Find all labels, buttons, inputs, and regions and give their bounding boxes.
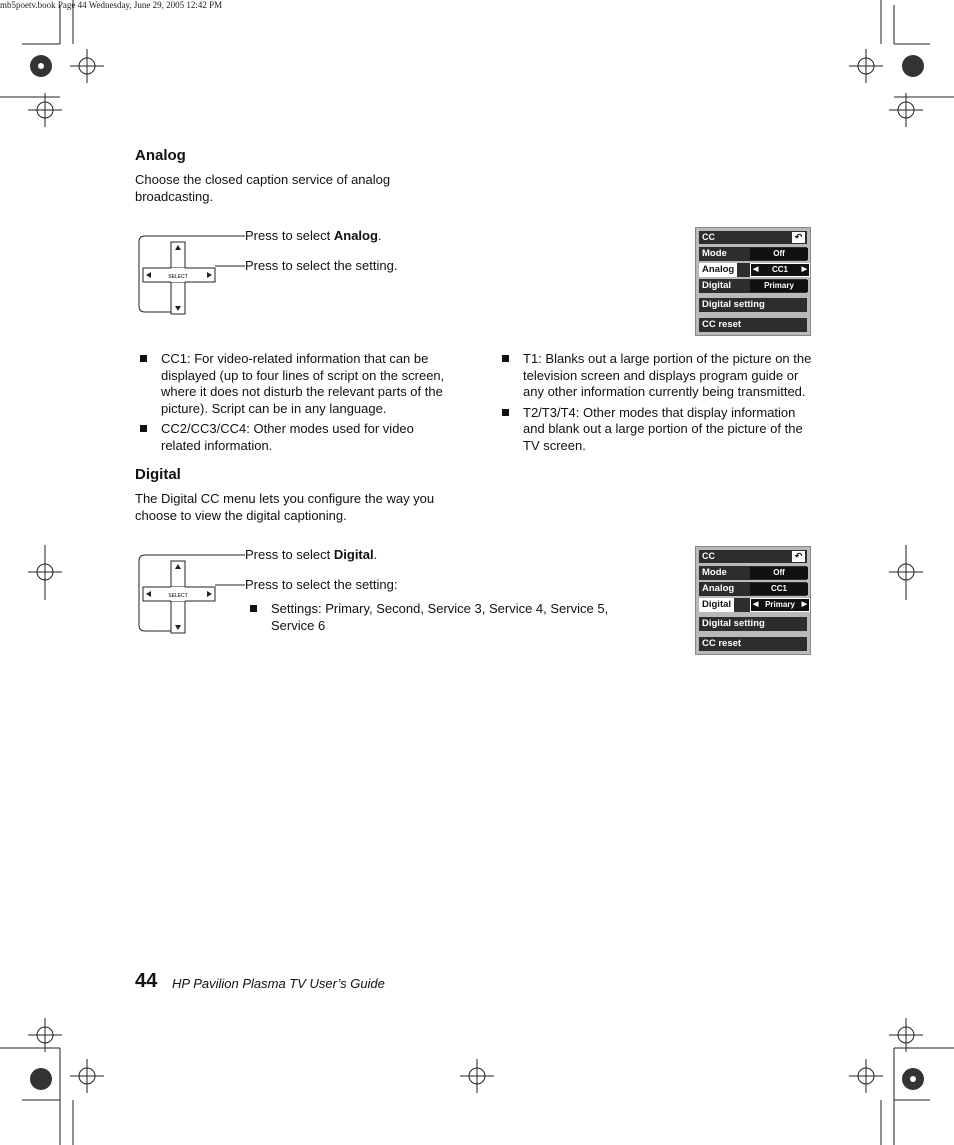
- list-item: Settings: Primary, Second, Service 3, Service 4, Service 5, Service 6: [245, 601, 615, 634]
- return-arrow-icon[interactable]: ↶: [792, 232, 805, 243]
- list-item: CC1: For video-related information that can be displayed (up to four lines of script on the screen, where it does not disturb the relevant parts of the picture). Script can be in any language.: [135, 351, 450, 417]
- menu-row-digital-setting[interactable]: Digital setting: [699, 298, 807, 312]
- cc-menu-digital: [695, 546, 811, 655]
- remote-select-diagram: [135, 228, 245, 316]
- right-arrow-icon: ▶: [801, 266, 807, 273]
- analog-intro: Choose the closed caption service of analog broadcasting.: [135, 172, 391, 204]
- menu-row-digital-setting[interactable]: Digital setting: [699, 617, 807, 631]
- analog-bullets-left: [135, 351, 450, 458]
- left-arrow-icon: ◀: [753, 266, 759, 273]
- press-select-analog: Press to select Analog.: [245, 228, 382, 243]
- print-slug: mb5poetv.book Page 44 Wednesday, June 29, 2005 12:42 PM: [0, 0, 223, 10]
- cc-menu-analog: [695, 227, 811, 336]
- menu-header: CC ↶: [699, 550, 807, 563]
- select-label: SELECT: [168, 274, 188, 280]
- digital-heading: Digital: [135, 466, 181, 483]
- analog-bullets-right: [497, 351, 812, 458]
- right-arrow-icon: ▶: [801, 601, 807, 608]
- remote-select-diagram: [135, 547, 245, 635]
- menu-row-mode[interactable]: Mode Off: [699, 566, 807, 580]
- return-arrow-icon[interactable]: ↶: [792, 551, 805, 562]
- footer-title: HP Pavilion Plasma TV User’s Guide: [172, 976, 385, 991]
- menu-row-cc-reset[interactable]: CC reset: [699, 318, 807, 332]
- menu-row-digital[interactable]: Digital Primary: [699, 279, 807, 293]
- digital-intro: The Digital CC menu lets you configure the way you choose to view the digital captioning.: [135, 491, 435, 523]
- press-select-setting: Press to select the setting:: [245, 577, 398, 592]
- press-select-digital: Press to select Digital.: [245, 547, 378, 562]
- list-item: CC2/CC3/CC4: Other modes used for video related information.: [135, 421, 450, 454]
- press-select-setting: Press to select the setting.: [245, 258, 398, 273]
- menu-header: CC ↶: [699, 231, 807, 244]
- select-label: SELECT: [168, 593, 188, 599]
- menu-row-cc-reset[interactable]: CC reset: [699, 637, 807, 651]
- analog-heading: Analog: [135, 147, 186, 164]
- page-number: 44: [135, 970, 158, 992]
- list-item: T2/T3/T4: Other modes that display information and blank out a large portion of the picture of the TV screen.: [497, 405, 812, 455]
- menu-row-mode[interactable]: Mode Off: [699, 247, 807, 261]
- left-arrow-icon: ◀: [753, 601, 759, 608]
- menu-row-analog[interactable]: Analog ◀ CC1 ▶: [699, 263, 807, 277]
- menu-row-digital[interactable]: Digital ◀ Primary ▶: [699, 598, 807, 612]
- digital-bullets: [245, 601, 615, 638]
- menu-row-analog[interactable]: Analog CC1: [699, 582, 807, 596]
- list-item: T1: Blanks out a large portion of the picture on the television screen and displays program guide or any other information currently being transmitted.: [497, 351, 812, 401]
